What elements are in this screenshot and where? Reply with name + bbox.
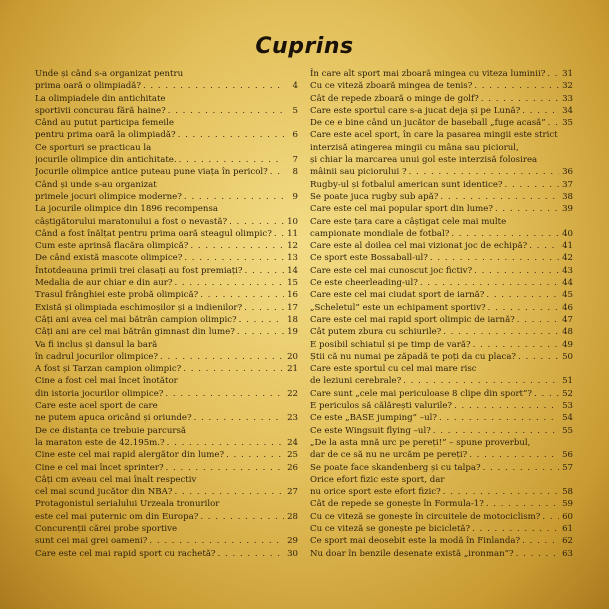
toc-entry[interactable]	[35, 68, 298, 93]
toc-entry-text: De ce distanța ce trebuie parcursă	[35, 425, 187, 436]
toc-entry-text: Orice efort fizic este sport, dar	[310, 474, 445, 485]
dot-leader	[178, 129, 284, 141]
toc-entry[interactable]	[310, 535, 573, 547]
toc-entry-text: dar de ce să nu ne urcăm pe pereți?	[310, 450, 468, 461]
page-number: 9	[292, 191, 298, 202]
toc-entry-text: Se poate face skandenberg și cu talpa?	[310, 462, 481, 473]
toc-entry-text: prima oară o olimpiadă?	[35, 81, 141, 92]
dot-leader	[274, 228, 284, 240]
dot-leader	[433, 425, 559, 437]
toc-entry[interactable]	[310, 425, 573, 437]
dot-leader	[226, 449, 284, 461]
toc-entry[interactable]	[310, 80, 573, 92]
dot-leader	[420, 277, 559, 289]
page-number: 25	[287, 450, 298, 461]
dot-leader	[239, 314, 284, 326]
toc-entry-text: Ce sport este Bossaball-ul?	[310, 253, 428, 264]
toc-entry[interactable]	[310, 93, 573, 105]
toc-entry-text: ne putem apuca oricând și oriunde?	[35, 413, 192, 424]
toc-entry[interactable]	[310, 498, 573, 510]
toc-entry[interactable]	[35, 252, 298, 264]
page-number: 57	[562, 462, 573, 473]
page-number: 35	[562, 118, 573, 129]
toc-entry[interactable]	[310, 412, 573, 424]
toc-entry-text: „De la asta mnă urc pe pereți!” – spune proverbul,	[310, 437, 531, 448]
toc-entry-text: din istoria jocurilor olimpice?	[35, 388, 164, 399]
toc-entry-text: Jocurile olimpice antice puteau pune viața în pericol?	[35, 167, 268, 178]
dot-leader	[440, 191, 559, 203]
toc-entry-text: Trasul frânghiei este probă olimpică?	[35, 290, 199, 301]
page-number: 15	[287, 278, 298, 289]
toc-entry[interactable]	[35, 363, 298, 375]
toc-entry-text: sunt cei mai grei oameni?	[35, 536, 148, 547]
toc-entry-text: Cine a fost cel mai încet înotător	[35, 376, 178, 387]
dot-leader	[522, 105, 559, 117]
dot-leader	[143, 80, 284, 92]
dot-leader	[486, 289, 559, 301]
dot-leader	[149, 535, 284, 547]
dot-leader	[245, 265, 284, 277]
toc-entry[interactable]	[310, 474, 573, 499]
dot-leader	[439, 412, 559, 424]
toc-entry-text: În care alt sport mai zboară mingea cu viteza luminii?	[310, 69, 546, 79]
page-number: 30	[287, 548, 298, 559]
dot-leader	[547, 68, 559, 80]
toc-entry[interactable]	[310, 117, 573, 129]
dot-leader	[237, 326, 284, 338]
toc-entry[interactable]	[35, 339, 298, 364]
toc-entry-text: Cât de repede se gonește în Formula-1?	[310, 499, 484, 510]
page-number: 18	[287, 314, 298, 325]
dot-leader	[160, 351, 284, 363]
page-number: 50	[562, 351, 573, 362]
page-number: 14	[287, 265, 298, 276]
dot-leader	[518, 351, 559, 363]
toc-entry-text: E periculos să călărești valurile?	[310, 401, 453, 412]
toc-entry-text: Câți ani avea cel mai bătrân campion olimpic?	[35, 314, 237, 325]
dot-leader	[474, 265, 559, 277]
dot-leader	[179, 154, 284, 166]
toc-entry[interactable]	[310, 314, 573, 326]
dot-leader	[517, 314, 559, 326]
dot-leader	[443, 486, 559, 498]
toc-entry[interactable]	[310, 339, 573, 351]
page-number: 39	[562, 204, 573, 215]
toc-entry-text: la maraton este de 42.195m.?	[35, 437, 165, 448]
toc-entry-text: Cine este cel mai rapid alergător din lume?	[35, 450, 225, 461]
toc-entry-text: Cât putem zbura cu schiurile?	[310, 327, 442, 338]
toc-entry[interactable]	[35, 289, 298, 301]
toc-entry-text: Ce este Wingsuit flying –ul?	[310, 425, 431, 436]
page-number: 37	[562, 179, 573, 190]
toc-entry[interactable]	[35, 203, 298, 228]
toc-entry[interactable]	[35, 314, 298, 326]
toc-entry-text: Nu doar în benzile desenate există „ironman”?	[310, 548, 514, 559]
page-number: 47	[562, 314, 573, 325]
dot-leader	[451, 228, 559, 240]
page-number: 59	[562, 499, 573, 510]
dot-leader	[229, 216, 284, 228]
toc-entry-text: mâinii sau piciorului ?	[310, 167, 407, 178]
toc-entry-text: Ce este „BASE jumping” –ul?	[310, 413, 437, 424]
toc-entry[interactable]	[310, 240, 573, 252]
dot-leader	[443, 326, 559, 338]
toc-entry-text: primele jocuri olimpice moderne?	[35, 191, 182, 202]
toc-entry[interactable]	[310, 511, 573, 523]
page-number: 19	[287, 327, 298, 338]
page-number: 46	[562, 302, 573, 313]
toc-column-left	[35, 68, 298, 560]
toc-entry[interactable]	[35, 240, 298, 252]
toc-entry-text: Știi că nu numai pe zăpadă te poți da cu placa?	[310, 351, 517, 362]
page-number: 10	[287, 216, 298, 227]
toc-entry-text: campionate mondiale de fotbal?	[310, 228, 450, 239]
dot-leader	[165, 388, 284, 400]
page-number: 13	[287, 253, 298, 264]
page-number: 28	[287, 511, 298, 522]
toc-entry-text: Concurenții cărei probe sportive	[35, 523, 178, 534]
toc-entry-text: jocurile olimpice din antichitate.	[35, 155, 177, 166]
page-number: 16	[287, 290, 298, 301]
toc-entry[interactable]	[310, 326, 573, 338]
toc-entry[interactable]	[35, 462, 298, 474]
page-number: 52	[562, 388, 573, 399]
toc-entry-text: Ce sporturi se practicau la	[35, 142, 152, 153]
toc-entry-text: cel mai scund jucător din NBA?	[35, 487, 173, 498]
toc-entry[interactable]	[35, 498, 298, 523]
toc-entry-text: Care este cel mai rapid sport cu rachetă?	[35, 548, 216, 559]
toc-entry[interactable]	[35, 142, 298, 167]
toc-entry[interactable]	[310, 179, 573, 191]
toc-entry-text: Care este al doilea cel mai vizionat joc de echipă?	[310, 241, 528, 252]
page-number: 41	[562, 241, 573, 252]
toc-entry-text: A fost și Tarzan campion olimpic?	[35, 364, 182, 375]
toc-entry-text: Unde și când s-a organizat pentru	[35, 69, 184, 79]
page-number: 24	[287, 437, 298, 448]
toc-entry-text: sportivii concurau fără haine?	[35, 105, 166, 116]
toc-column-right	[310, 68, 573, 560]
toc-entry[interactable]	[310, 203, 573, 215]
dot-leader	[469, 449, 559, 461]
dot-leader	[529, 240, 559, 252]
toc-entry-text: pentru prima oară la olimpiadă?	[35, 130, 176, 141]
page-number: 26	[287, 462, 298, 473]
toc-entry-text: și chiar la marcarea unui gol este interzisă folosirea	[310, 155, 538, 166]
page-number: 29	[287, 536, 298, 547]
toc-entry[interactable]	[310, 265, 573, 277]
page-number: 44	[562, 278, 573, 289]
toc-entry[interactable]	[35, 166, 298, 178]
dot-leader	[409, 166, 559, 178]
page-number: 45	[562, 290, 573, 301]
dot-leader	[174, 486, 284, 498]
toc-entry-text: Cu ce viteză zboară mingea de tenis?	[310, 81, 473, 92]
dot-leader	[548, 117, 559, 129]
toc-entry[interactable]	[35, 375, 298, 400]
dot-leader	[183, 363, 284, 375]
toc-entry-text: „Scheletul” este un echipament sportiv?	[310, 302, 486, 313]
toc-entry-text: Ce sport mai deosebit este la modă în Finlanda?	[310, 536, 521, 547]
toc-entry[interactable]	[35, 117, 298, 142]
dot-leader	[190, 240, 284, 252]
page-number: 38	[562, 191, 573, 202]
toc-entry[interactable]	[35, 474, 298, 499]
toc-entry[interactable]	[35, 179, 298, 204]
page-number: 17	[287, 302, 298, 313]
toc-entry[interactable]	[310, 289, 573, 301]
toc-entry-text: Care este acel sport de care	[35, 401, 158, 412]
page-number: 60	[562, 511, 573, 522]
dot-leader	[486, 498, 559, 510]
dot-leader	[184, 252, 284, 264]
dot-leader	[270, 166, 284, 178]
toc-entry[interactable]	[310, 302, 573, 314]
toc-entry-text: Rugby-ul și fotbalul american sunt identice?	[310, 179, 503, 190]
toc-entry-text: La jocurile olimpice din 1896 recompensa	[35, 204, 218, 215]
page-number: 11	[287, 228, 298, 239]
toc-entry[interactable]	[35, 449, 298, 461]
page-number: 61	[562, 523, 573, 534]
toc-entry-text: Care este acel sport, în care la pasarea mingii este strict	[310, 130, 558, 141]
page-number: 32	[562, 81, 573, 92]
toc-entry-text: Care este țara care a câștigat cele mai multe	[310, 216, 507, 227]
dot-leader	[483, 462, 559, 474]
page-number: 22	[287, 388, 298, 399]
toc-entry-text: Care este cel mai popular sport din lume?	[310, 204, 493, 215]
toc-entry[interactable]	[310, 252, 573, 264]
toc-entry-text: Când și unde s-au organizat	[35, 179, 157, 190]
page-number: 12	[287, 241, 298, 252]
toc-entry-text: Care este cel mai ciudat sport de iarnă?	[310, 290, 485, 301]
toc-entry[interactable]	[310, 68, 573, 80]
page-number: 49	[562, 339, 573, 350]
page-number: 53	[562, 401, 573, 412]
toc-entry[interactable]	[35, 400, 298, 425]
page-number: 34	[562, 105, 573, 116]
toc-entry[interactable]	[310, 363, 573, 388]
dot-leader	[488, 302, 559, 314]
toc-entry-text: Întotdeauna primii trei clasați au fost premiați?	[35, 265, 243, 276]
page-number: 7	[292, 155, 298, 166]
dot-leader	[166, 462, 284, 474]
toc-entry-text: Se poate juca rugby sub apă?	[310, 191, 439, 202]
toc-entry[interactable]	[35, 523, 298, 548]
toc-entry[interactable]	[35, 265, 298, 277]
toc-entry-text: în cadrul jocurilor olimpice?	[35, 351, 158, 362]
dot-leader	[534, 388, 559, 400]
toc-entry-text: Va fi inclus și dansul la bară	[35, 339, 158, 350]
dot-leader	[200, 289, 284, 301]
toc-entry[interactable]	[310, 129, 573, 178]
toc-entry-text: Când au putut participa femeile	[35, 118, 175, 129]
page-number: 48	[562, 327, 573, 338]
page-number: 31	[562, 69, 573, 79]
dot-leader	[174, 277, 284, 289]
toc-entry-text: De ce e bine când un jucător de baseball „fuge acasă”	[310, 118, 546, 129]
toc-entry[interactable]	[35, 228, 298, 240]
page-number: 23	[287, 413, 298, 424]
toc-entry-text: Câți cm aveau cel mai înalt respectiv	[35, 474, 197, 485]
toc-entry[interactable]	[35, 548, 298, 560]
toc-entry[interactable]	[310, 105, 573, 117]
page-number: 58	[562, 487, 573, 498]
dot-leader	[184, 191, 284, 203]
toc-entry[interactable]	[310, 191, 573, 203]
dot-leader	[168, 105, 284, 117]
toc-entry-text: De când există mascote olimpice?	[35, 253, 183, 264]
dot-leader	[481, 93, 559, 105]
page-number: 55	[562, 425, 573, 436]
toc-entry[interactable]	[310, 462, 573, 474]
toc-entry-text: Cât de repede zboară o minge de golf?	[310, 93, 479, 104]
toc-entry[interactable]	[310, 400, 573, 412]
page-number: 40	[562, 228, 573, 239]
page-number: 20	[287, 351, 298, 362]
toc-entry-text: este cel mai puternic om din Europa?	[35, 511, 199, 522]
toc-entry[interactable]	[35, 93, 298, 118]
toc-entry[interactable]	[310, 351, 573, 363]
toc-entry-text: Când a fost înălțat pentru prima oară steagul olimpic?	[35, 228, 272, 239]
page-number: 54	[562, 413, 573, 424]
toc-entry[interactable]	[310, 523, 573, 535]
toc-entry-text: nu orice sport este efort fizic?	[310, 487, 441, 498]
toc-entry-text: câștigătorului maratonului a fost o nevastă?	[35, 216, 228, 227]
toc-entry-text: interzisă atingerea mingii cu mâna sau piciorul,	[310, 142, 519, 153]
dot-leader	[522, 535, 559, 547]
toc-entry[interactable]	[310, 548, 573, 560]
toc-entry-text: Cu ce viteză se gonește în circuitele de motociclism?	[310, 511, 541, 522]
dot-leader	[474, 80, 559, 92]
dot-leader	[505, 179, 559, 191]
page-title: Cuprins	[255, 34, 354, 59]
page-number: 51	[562, 376, 573, 387]
toc-entry-text: de leziuni cerebrale?	[310, 376, 402, 387]
page-number: 5	[292, 105, 298, 116]
dot-leader	[200, 511, 284, 523]
toc-entry[interactable]	[310, 277, 573, 289]
page-number: 42	[562, 253, 573, 264]
toc-entry[interactable]	[35, 425, 298, 450]
toc-entry[interactable]	[310, 437, 573, 462]
toc-entry-text: Protagonistul serialului Urzeala tronurilor	[35, 499, 220, 510]
toc-entry-text: Care este cel mai cunoscut joc fictiv?	[310, 265, 473, 276]
toc-entry[interactable]	[35, 277, 298, 289]
page-number: 62	[562, 536, 573, 547]
page-number: 6	[292, 130, 298, 141]
dot-leader	[430, 252, 559, 264]
dot-leader	[403, 375, 559, 387]
dot-leader	[454, 400, 559, 412]
toc-entry-text: Care sunt „cele mai periculoase 8 clipe din sport”?	[310, 388, 533, 399]
toc-entry-text: Medalia de aur chiar e din aur?	[35, 278, 173, 289]
toc-entry[interactable]	[35, 326, 298, 338]
toc-entry-text: Ce este cheerleading-ul?	[310, 278, 418, 289]
page-number: 36	[562, 167, 573, 178]
toc-entry-text: Care este sportul care s-a jucat deja și pe Lună?	[310, 105, 521, 116]
toc-entry-text: Cum este aprinsă flacăra olimpică?	[35, 241, 189, 252]
toc-entry-text: Care este sportul cu cel mai mare risc	[310, 364, 477, 375]
toc-entry-text: Există și olimpiada eschimoșilor și a indienilor?	[35, 302, 243, 313]
toc-entry[interactable]	[35, 302, 298, 314]
dot-leader	[542, 511, 559, 523]
toc-entry-text: Care este cel mai rapid sport olimpic de iarnă?	[310, 314, 515, 325]
toc-entry-text: Câți ani are cel mai bătrân gimnast din lume?	[35, 327, 235, 338]
dot-leader	[244, 302, 284, 314]
toc-entry-text: Cu ce viteză se gonește pe bicicletă?	[310, 523, 471, 534]
toc-entry-text: E posibil schiatul și pe timp de vară?	[310, 339, 471, 350]
dot-leader	[218, 548, 284, 560]
dot-leader	[472, 523, 559, 535]
dot-leader	[516, 548, 559, 560]
page-number: 63	[562, 548, 573, 559]
toc-entry-text: La olimpiadele din antichitate	[35, 93, 166, 104]
page-number: 21	[287, 364, 298, 375]
toc-entry[interactable]	[310, 388, 573, 400]
page-number: 27	[287, 487, 298, 498]
dot-leader	[495, 203, 559, 215]
page-number: 43	[562, 265, 573, 276]
dot-leader	[473, 339, 559, 351]
dot-leader	[167, 437, 284, 449]
page-number: 4	[292, 81, 298, 92]
page-number: 33	[562, 93, 573, 104]
toc-entry-text: Cine e cel mai încet sprinter?	[35, 462, 164, 473]
dot-leader	[194, 412, 284, 424]
toc-entry[interactable]	[310, 216, 573, 241]
page-number: 8	[292, 167, 298, 178]
page-number: 56	[562, 450, 573, 461]
